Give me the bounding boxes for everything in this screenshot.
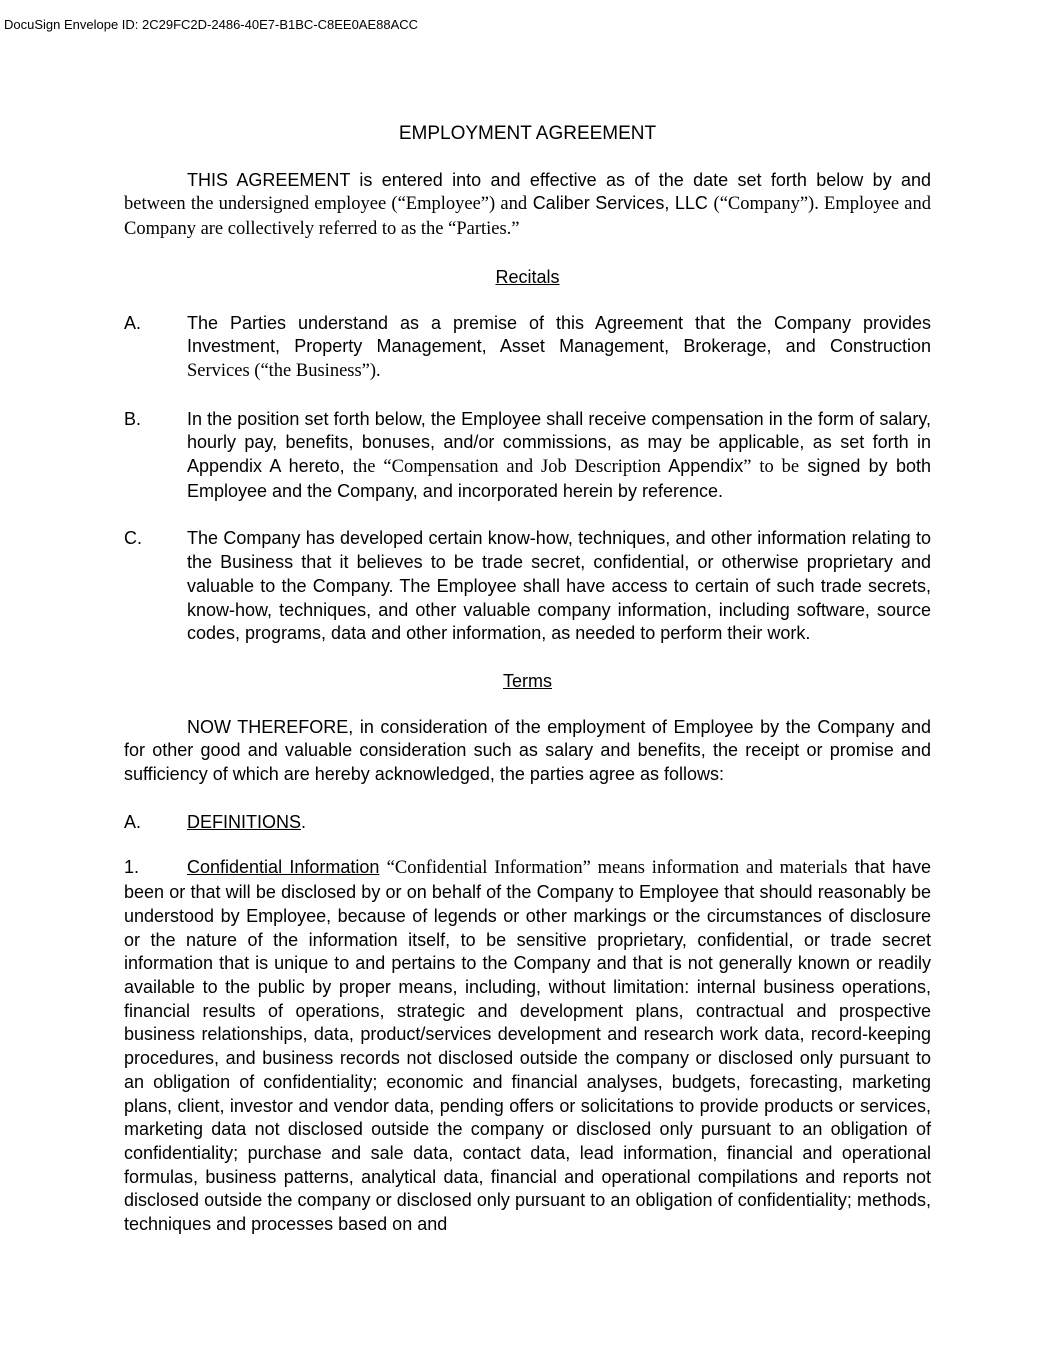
definitions-title: DEFINITIONS <box>187 811 302 832</box>
recital-text-appendix: Appendix <box>668 456 744 477</box>
company-name: Caliber Services, LLC <box>532 193 708 214</box>
recital-text: The Company has developed certain know-how, techniques, and other information relating to the Business that it believes to be trade secret, confidential, or otherwise proprietary and valuable to the Company. The Employee shall have access to certain of such trade secrets, know-how, techniques, and other valuable company information, including software, source codes, programs, data and other information, as needed to perform their work. <box>187 528 931 644</box>
terms-heading: Terms <box>503 670 552 691</box>
recital-text-end: signed by both Employee and the Company, and incorporated herein by reference. <box>187 456 931 501</box>
definitions-title-suffix: . <box>301 811 307 832</box>
recital-marker: B. <box>124 408 142 429</box>
recital-b <box>124 408 931 504</box>
intro-part1: THIS AGREEMENT is entered into and effective as of the date set forth below by and <box>187 169 931 190</box>
envelope-id: DocuSign Envelope ID: 2C29FC2D-2486-40E7-B1BC-C8EE0AE88ACC <box>4 17 419 32</box>
intro-part3: (“Company”). Employee and Company are collectively referred to as the “Parties.” <box>124 194 931 240</box>
terms-paragraph: NOW THEREFORE, in consideration of the employment of Employee by the Company and for other good and valuable consideration such as salary and benefits, the receipt or promise and sufficiency of which are hereby acknowledged, the parties agree as follows: <box>124 716 931 785</box>
section-marker: A. <box>124 811 142 832</box>
recital-marker: A. <box>124 312 142 333</box>
recital-a <box>124 312 931 384</box>
definition-lead: “Confidential Information” means information and materials <box>386 858 848 879</box>
definition-body: that have been or that will be disclosed by or on behalf of the Company to Employee that should reasonably be understood by Employee, because of legends or other markings or the circumstances of disclosure or the nature of the information itself, to be sensitive proprietary, confidential, or trade secret information that is unique to and pertains to the Company and that is not generally known or readily available to the public by proper means, including, without limitation: internal business operations, financial results of operations, strategic and development plans, contractual and prospective business relationships, data, product/services development and research work data, record-keeping procedures, and business records not disclosed outside the company or disclosed only pursuant to an obligation of confidentiality; economic and financial analyses, budgets, forecasting, marketing plans, client, investor and vendor data, pending offers or solicitations to provide products or services, marketing data not disclosed outside the company or disclosed only pursuant to an obligation of confidentiality; purchase and sale data, contact data, lead information, financial and operational formulas, business patterns, analytical data, financial and operational compilations and reports not disclosed outside the company or disclosed only pursuant to an obligation of confidentiality; methods, techniques and processes based on and <box>124 857 931 1235</box>
definitions-heading <box>124 811 931 835</box>
document-title: EMPLOYMENT AGREEMENT <box>398 123 657 144</box>
recital-text: In the position set forth below, the Employee shall receive compensation in the form of salary, hourly pay, benefits, bonuses, and/or commissions, as may be applicable, as set forth in Appendix A hereto, <box>187 408 931 477</box>
recital-text-serif-2: ” to be <box>743 457 800 478</box>
intro-paragraph <box>124 169 931 242</box>
definition-item-1 <box>124 856 931 1236</box>
recital-text-serif: the “Compensation and Job Description <box>352 457 661 478</box>
intro-part2: between the undersigned employee (“Employee”) and <box>124 194 528 215</box>
recital-marker: C. <box>124 528 142 549</box>
recital-c <box>124 527 931 646</box>
definition-term: Confidential Information <box>187 857 380 878</box>
definition-marker: 1. <box>124 857 140 878</box>
document-body <box>124 122 931 1237</box>
recital-text: The Parties understand as a premise of this Agreement that the Company provides Investment, Property Management, Asset Management, Brokerage, and Construction <box>187 312 931 357</box>
recitals-heading: Recitals <box>495 266 560 287</box>
recital-text-serif: Services (“the Business”). <box>187 360 381 381</box>
